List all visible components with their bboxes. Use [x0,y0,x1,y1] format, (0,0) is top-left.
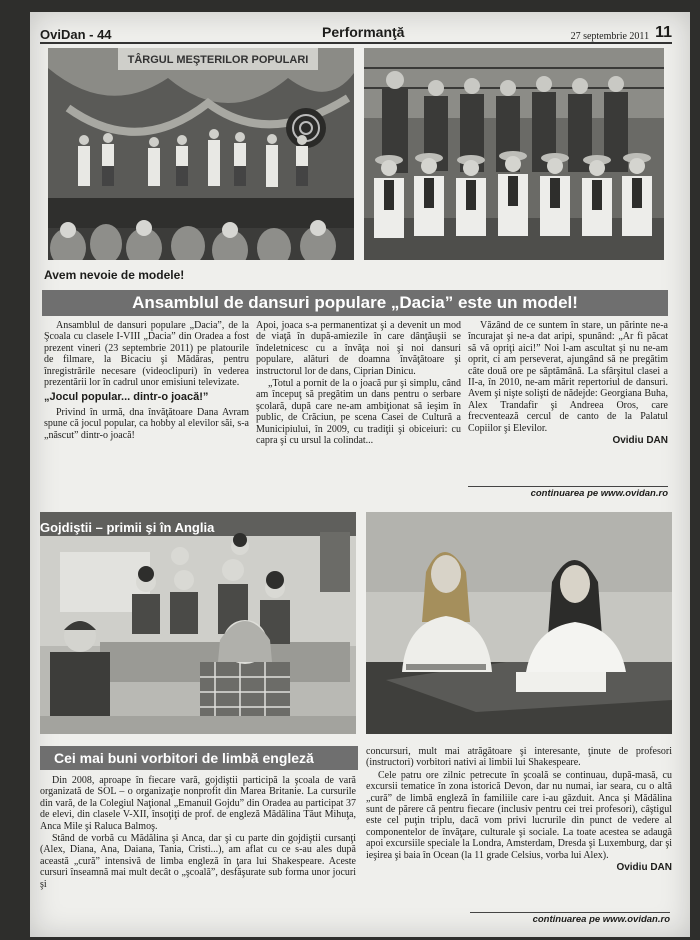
page-number: 11 [655,24,672,41]
photo-stage-dancers [48,48,354,260]
article1-headline: Ansamblul de dansuri populare „Dacia” este un model! [42,290,668,316]
article2-continued-link[interactable]: continuarea pe www.ovidan.ro [470,912,670,925]
section-name: Performanţă [322,24,405,40]
stage-banner-text: TÂRGUL MEŞTERILOR POPULARI [127,54,309,66]
article1-paragraph: „Totul a pornit de la o joacă pur şi simplu, când am începuţ să pregătim un dans pentru o serbare şcolară, după care ne-am ambiţionat să ieşim în public, de Crăciun, pe scena Casei de Cultură a Municipiului, în 2009, cu tradiţii şi obiceiuri: cu capra şi cu ursul la colindat... [256,378,461,447]
article2-column2 [366,746,672,873]
article1-column2 [256,320,461,447]
photo-children-costumes [364,48,664,260]
photo-teachers [366,512,672,734]
photo-classroom-students [40,512,356,734]
page-header [40,22,672,44]
article1-byline: Ovidiu DAN [612,435,668,447]
article1-column3 [468,320,668,446]
article2-paragraph: Cele patru ore zilnic petrecute în şcoală se continuau, după-masă, cu excursii tematice în zona istorică Devon, dar nu numai, iar seara, cu o altă „cură” de limbă engleză în familiile care i-au găzduit. Anca şi Mădălina sunt de părere că pentru fiecare (inclusiv pentru cei trei profesori), câştigul este cel puţin triplu, dacă vom privi lucrurile din punct de vedere al componentelor de învăţare, culturale şi sociale. La toate acestea se adaugă apoi excursiile speciale la Londra, Amsterdam, Dresda şi Luxemburg, dar şi ieşirea şi baia în Ocean (la 11 grade Celsius, vorba lui Alex). [366,769,672,861]
article1-kicker: Avem nevoie de modele! [44,268,185,282]
article2-paragraph: Din 2008, aproape în fiecare vară, gojdiştii participă la şcoala de vară organizată de SOL – o organizaţie nonprofit din Marea Britanie. La cursurile din vară, de la Colegiul Naţional „Emanuil Gojdu” din Oradea au participat 37 de elevi, din clasele V-XII, însoţiţi de prof. de engleză Mădălina Tăut Mihuţa, Anca Mile şi Raluca Balmoş. [40,775,356,832]
issue-date: 27 septembrie 2011 [570,31,650,42]
article1-subheading: „Jocul popular... dintr-o joacă!” [44,391,209,404]
article2-section-title: Gojdiştii – primii şi în Anglia [40,520,215,535]
article1-paragraph: Apoi, joaca s-a permanentizat şi a devenit un mod de viaţă în după-amiezile în care dânţăuşii se îndeletnicesc cu a învăţa noi şi noi dansuri populare, alături de doamna învăţătoare şi instructorul lor de dans, Ciprian Dinicu. [256,320,461,377]
publication-issue: OviDan - 44 [40,27,112,42]
article1-paragraph: Privind în urmă, dna învăţătoare Dana Avram spune că jocul popular, ca hobby al elevilor săi, s-a „născut” dintr-o joacă! [44,406,249,441]
article2-column1 [40,775,356,891]
date-page [571,24,672,42]
article2-paragraph: Stând de vorbă cu Mădălina şi Anca, dar şi cu parte din gojdiştii cursanţi (Alex, Diana, Ana, Daiana, Tania, Cristi...), am aflat cu ce s-au ales după această „cură” intensivă de limba engleză în ţara lui Shakespeare. Aceste cursuri înseamnă mai mult decât o „şcoală”, desfăşurate sub forma unor jocuri şi [40,833,356,890]
article2-paragraph: concursuri, mult mai atrăgătoare şi interesante, ţinute de profesori (instructori) vorbitori nativi ai limbii lui Shakespeare. [366,746,672,769]
article1-continued-link[interactable]: continuarea pe www.ovidan.ro [468,486,668,499]
article1-paragraph: Văzând de ce suntem în stare, un părinte ne-a încurajat şi ne-a dat aripi, spunând: „Ar fi păcat să vă opriţi aici!” Noi l-am ascultat şi nu ne-am oprit, ci am perseverat, ajungând să ne pregătim câte două ore pe săptămână. La sfârşitul clasei a II-a, în 2010, ne-am mărit repertoriul de dansuri. Avem şi nişte solişti de nădejde: Georgiana Buha, Alex Trandafir şi Andreea Oros, care frecventează cercul de canto de la Palatul Copiilor şi Elevilor. [468,320,668,434]
article1-paragraph: Ansamblul de dansuri populare „Dacia”, de la Şcoala cu clasele I-VIII „Dacia” din Oradea a fost prezent vineri (23 septembrie 2011) pe platourile de filmare, la Bicaciu şi Mădăras, pentru înregistrările necesare (videoclipuri) în vederea prezentării lor în cadrul unor emisiuni televizate. [44,320,249,389]
article2-headline: Cei mai buni vorbitori de limbă engleză [40,746,358,770]
article1-column1 [44,320,249,442]
article2-byline: Ovidiu DAN [616,862,672,874]
